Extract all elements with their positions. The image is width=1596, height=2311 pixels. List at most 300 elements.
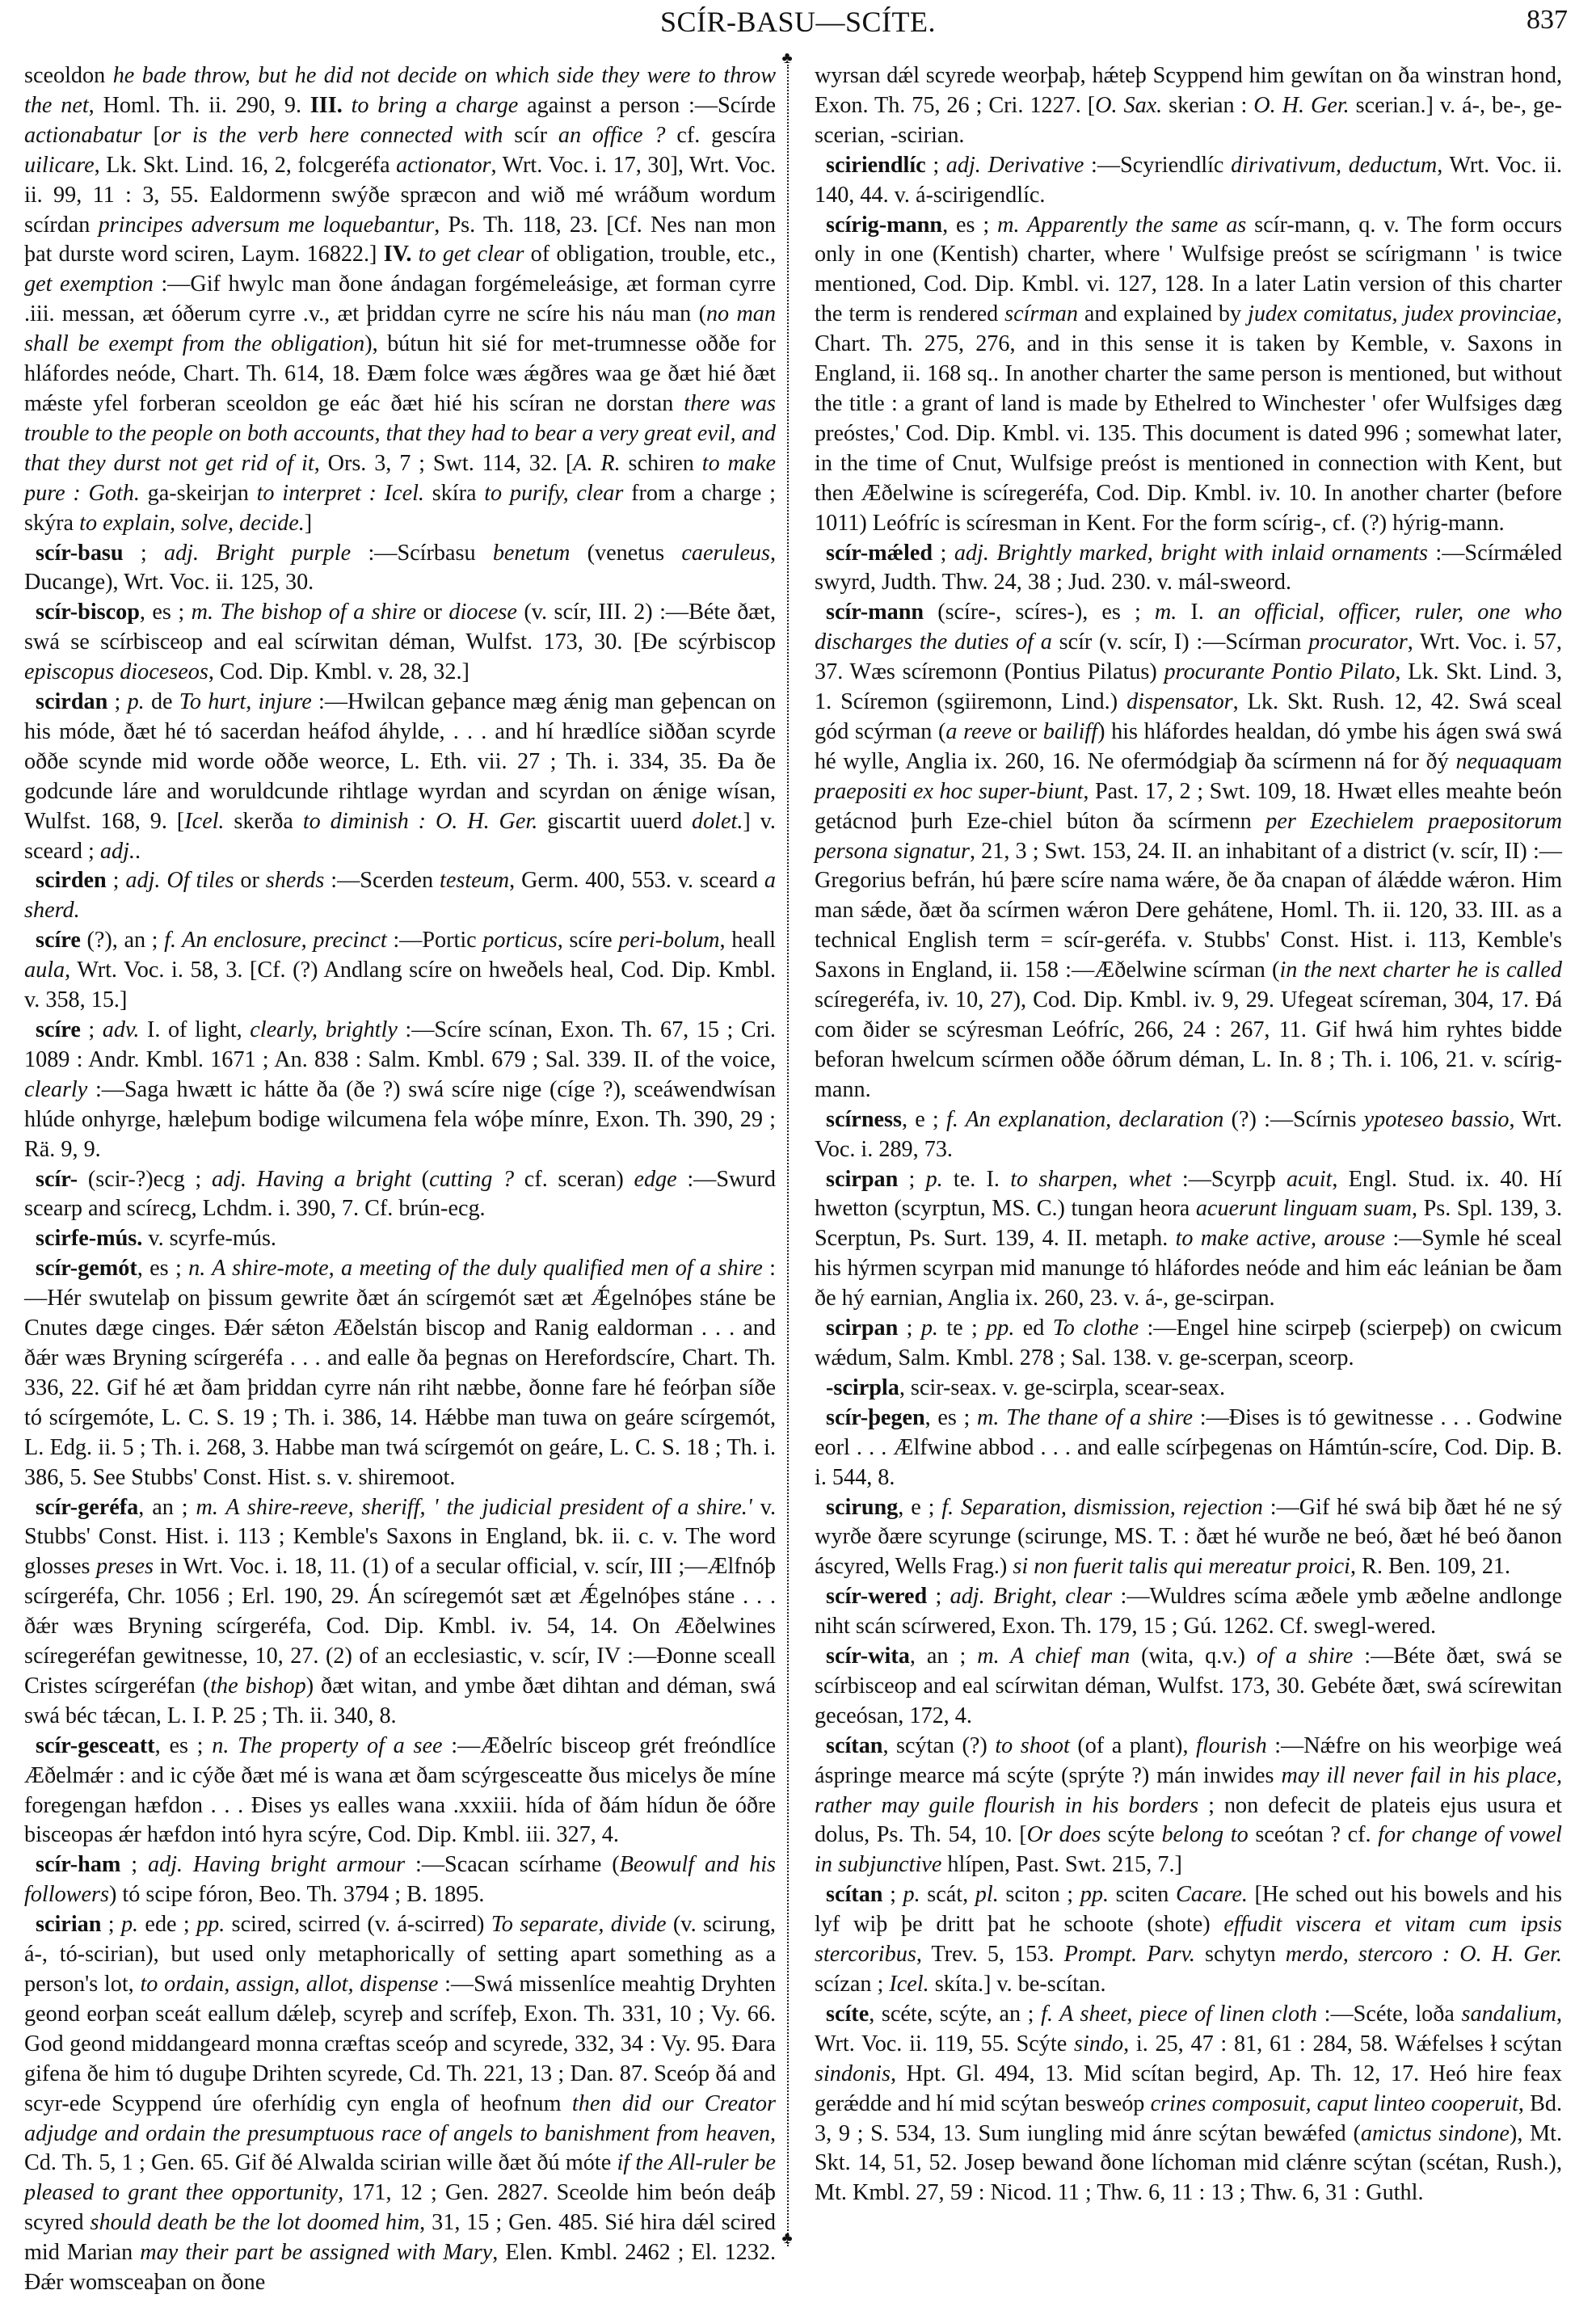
- dictionary-entry: [24, 1016, 776, 1165]
- entry-text: ;: [101, 1912, 121, 1938]
- dictionary-entry: [24, 1732, 776, 1851]
- entry-text: skíra: [423, 480, 485, 506]
- entry-text: :—Gif hé swá biþ ðæt hé ne sý wyrðe ðære scyrunge (scirunge, MS. T. : ðæt hé wurðe ne beó, ðæt hé beó ðanon áscyred, Wells Frag.): [815, 1494, 1563, 1580]
- entry-text: ;: [882, 1882, 903, 1908]
- entry-text: [411, 242, 418, 267]
- entry-text: v. scyrfe-mús.: [142, 1226, 276, 1252]
- entry-text: (: [411, 1166, 430, 1192]
- entry-text: wyrsan dǽl scyrede weorþaþ, hǽteþ Scyppend him gewítan on ða winstran hond, Exon. Th. 75, 26 ; Cri. 1227. [: [815, 63, 1562, 118]
- italic-text: sandalium: [1461, 2001, 1556, 2027]
- italic-text: p.: [120, 1912, 139, 1938]
- entry-text: , Germ. 400, 553. v. sceard: [509, 868, 764, 894]
- italic-text: pl.: [975, 1882, 999, 1908]
- entry-text: sciten: [1108, 1882, 1176, 1908]
- headword: scír-basu: [36, 540, 124, 566]
- left-column: [24, 61, 776, 2298]
- italic-text: preses: [96, 1554, 154, 1580]
- italic-text: for change of vowel in subjunctive: [815, 1822, 1562, 1878]
- italic-text: n. A shire-mote, a meeting of the duly qualified men of a shire: [188, 1256, 763, 1282]
- italic-text: to explain, solve, decide.: [79, 510, 305, 536]
- italic-text: f. A sheet, piece of linen cloth: [1041, 2001, 1317, 2027]
- headword: scír-þegen: [826, 1404, 925, 1430]
- italic-text: then did our Creator adjudge and ordain the presumptuous race of angels to banishment from heaven: [24, 2090, 776, 2146]
- entry-text: , Past. 17, 2 ; Swt. 109, 18. Hwæt elles meahte beón getácnod þurh Eze-chiel búton ða scírmenn: [815, 778, 1563, 834]
- italic-text: n. The property of a see: [212, 1732, 443, 1758]
- italic-text: belong to: [1161, 1822, 1249, 1848]
- entry-text: (wita, q.v.): [1130, 1644, 1257, 1669]
- italic-text: testeum: [440, 868, 510, 894]
- entry-text: , Ps. Th. 118, 23. [Cf. Nes nan mon þat durste word sciren, Laym. 16822.]: [24, 212, 777, 267]
- entry-text: , scéte, scýte, an ;: [869, 2001, 1042, 2027]
- entry-text: sciton ;: [998, 1882, 1080, 1908]
- entry-text: te ;: [937, 1315, 987, 1341]
- entry-text: from a charge ; skýra: [24, 480, 776, 536]
- italic-text: Icel.: [889, 1972, 929, 1997]
- entry-text: scát,: [920, 1882, 975, 1908]
- entry-text: , Hpt. Gl. 494, 13. Mid scítan begird, Ap. Th. 12, 17. Heó hire feax gerǽdde and hí mid scýtan besweóp: [815, 2061, 1562, 2116]
- entry-text: ;: [898, 1166, 926, 1192]
- italic-text: m. The thane of a shire: [977, 1404, 1194, 1430]
- italic-text: m. The bishop of a shire: [191, 600, 417, 625]
- entry-text: ) his hláfordes healdan, dó ymbe his ágen swá swá hé wylle, Anglia ix. 260, 16. Ne ofermódgiaþ ða scírmenn ná for ðý: [815, 718, 1562, 774]
- entry-text: , Wrt. Voc. i. 289, 73.: [815, 1106, 1563, 1162]
- entry-text: scízan ;: [815, 1972, 890, 1997]
- entry-text: :—Scíre scínan, Exon. Th. 67, 15 ; Cri. 1089 : Andr. Kmbl. 1671 ; An. 838 : Salm. Kmbl. 679 ; Sal. 339. II. of the voice,: [24, 1017, 776, 1072]
- italic-text: an official, officer, ruler, one who discharges the duties of a: [815, 600, 1563, 655]
- headword: scirpan: [826, 1166, 899, 1192]
- entry-text: ;: [80, 1017, 103, 1042]
- entry-text: ;: [898, 1315, 921, 1341]
- entry-text: scíregeréfa, iv. 10, 27), Cod. Dip. Kmbl. iv. 9, 29. Ufegeat scíreman, 304, 17. Ðá com ðider se scýresman Leófríc, 266, 24 : 267, 11. Gif hwá him ryhtes bidde beforan hwelcum scírmen oððe óðrum déman, L. In. 8 ; Th. i. 106, 21. v. scírig-mann.: [815, 987, 1562, 1102]
- dictionary-entry: [815, 1105, 1562, 1165]
- entry-text: (scíre-, scíres-), es ;: [924, 600, 1155, 625]
- italic-text: clearly: [24, 1076, 88, 1102]
- entry-text: , e ;: [901, 1106, 946, 1132]
- headword: scirung: [826, 1494, 899, 1520]
- entry-text: or: [1012, 718, 1043, 744]
- headword: scír-ham: [36, 1852, 121, 1878]
- entry-text: :—Gif hwylc man ðone ándagan forgémeleásige, æt forman cyrre .iii. messan, æt óðerum cyrre .v., æt þriddan cyrre ne scíre his náu man (: [24, 272, 776, 327]
- italic-text: adv.: [102, 1017, 140, 1042]
- italic-text: clearly, brightly: [250, 1017, 398, 1042]
- italic-text: merdo, stercoro : O. H. Ger.: [1285, 1942, 1562, 1968]
- column-rule-bottom-ornament-icon: ♣: [781, 2229, 793, 2247]
- entry-text: (?) :—Scírnis: [1223, 1106, 1364, 1132]
- page-header: [0, 3, 1596, 39]
- italic-text: si non fuerit talis qui mereatur proici: [1013, 1554, 1350, 1580]
- entry-text: , Lk. Skt. Rush. 12, 42. Swá sceal gód scýrman (: [815, 689, 1562, 744]
- italic-text: the bishop: [210, 1673, 306, 1699]
- italic-text: dispensator: [1126, 689, 1233, 715]
- entry-text: , scir-seax. v. ge-scirpla, scear-seax.: [899, 1374, 1226, 1400]
- headword: scíre: [36, 1017, 81, 1042]
- italic-text: there was trouble to the people on both accounts, that they had to bear a very great evil, and that they durst not get rid of it: [24, 390, 777, 476]
- italic-text: cutting ?: [429, 1166, 515, 1192]
- italic-text: Beowulf and his followers: [24, 1852, 776, 1908]
- italic-text: effudit viscera et vitam cum ipsis stercoribus: [815, 1912, 1563, 1968]
- entry-text: cf. sceran): [514, 1166, 634, 1192]
- entry-text: , Wrt. Voc. i. 17, 30], Wrt. Voc. ii. 99, 11 : 3, 55. Ealdormenn swýðe spræcon and wið mé wráðum wordum scírdan: [24, 152, 776, 238]
- italic-text: m. Apparently the same as: [997, 212, 1247, 238]
- italic-text: ypoteseo bassio: [1363, 1106, 1510, 1132]
- entry-text: :—Scyriendlíc: [1084, 152, 1232, 178]
- entry-continuation: [24, 61, 776, 539]
- italic-text: episcopus dioceseos: [24, 659, 208, 685]
- italic-text: p.: [925, 1166, 943, 1192]
- italic-text: f. An explanation, declaration: [945, 1106, 1224, 1132]
- entry-text: , Engl. Stud. ix. 40. Hí hwetton (scyrptun, MS. C.) tungan heora: [815, 1166, 1562, 1222]
- headword: scirpan: [826, 1315, 899, 1341]
- entry-text: scerian.] v. á-, be-, ge-scerian, -scirian.: [815, 92, 1562, 148]
- italic-text: get exemption: [24, 272, 154, 297]
- entry-text: :—Béte ðæt, swá se scírbisceop and eal scírwitan déman, Wulfst. 173, 30. Gebéte ðæt, swá scírewitan geceósan, 172, 4.: [815, 1644, 1562, 1728]
- dictionary-entry: [24, 688, 776, 866]
- italic-text: Cacare.: [1175, 1882, 1248, 1908]
- entry-text: , Trev. 5, 153.: [916, 1942, 1064, 1968]
- dictionary-entry: [24, 866, 776, 926]
- entry-text: , Elen. Kmbl. 2462 ; El. 1232. Ðǽr womsceaþan on ðone: [24, 2240, 777, 2296]
- entry-text: ga-skeirjan: [139, 480, 257, 506]
- entry-text: ;: [123, 540, 164, 566]
- entry-text: , Bd. 3, 9 ; S. 534, 13. Sum iungling mid ánre scýtan bewǽfed (: [815, 2090, 1563, 2146]
- entry-text: , Lk. Skt. Lind. 16, 2, folcgeréfa: [94, 152, 397, 178]
- italic-text: adj. Having bright armour: [148, 1852, 406, 1878]
- entry-text: :—Swurd scearp and scírecg, Lchdm. i. 390, 7. Cf. brún-ecg.: [24, 1166, 776, 1222]
- italic-text: nequaquam praepositi ex hoc super-biunt: [815, 748, 1562, 804]
- italic-text: a reeve: [945, 718, 1013, 744]
- italic-text: to purify, clear: [484, 480, 624, 506]
- entry-text: skerða: [224, 808, 303, 834]
- italic-text: may ill never fail in his place, rather may guile flourish in his borders: [815, 1762, 1563, 1818]
- entry-text: :—Scerden: [324, 868, 440, 894]
- entry-text: cf. gescíra: [665, 122, 776, 148]
- entry-text: , Cod. Dip. Kmbl. v. 28, 32.]: [208, 659, 470, 685]
- entry-text: , scýtan (?): [882, 1732, 996, 1758]
- dictionary-entry: [815, 1493, 1562, 1583]
- dictionary-entry: [815, 1165, 1562, 1315]
- italic-text: adj. Derivative: [945, 152, 1084, 178]
- dictionary-entry: [815, 1732, 1562, 1881]
- italic-text: procurator: [1308, 629, 1408, 655]
- entry-text: , scíre: [557, 928, 619, 953]
- headword: scír-mann: [826, 600, 924, 625]
- entry-text: against a person :—Scírde: [518, 92, 777, 118]
- entry-text: (?), an ;: [80, 928, 165, 953]
- entry-text: ] v. sceard ;: [24, 808, 776, 864]
- italic-text: adj. Brightly marked, bright with inlaid ornaments: [954, 540, 1428, 566]
- italic-text: scírman: [1004, 301, 1078, 327]
- italic-text: no man shall be exempt from the obligation: [24, 301, 776, 357]
- headword: scítan: [826, 1732, 883, 1758]
- entry-text: :—Æðelríc bisceop grét freóndlíce Æðelmǽr : and ic cýðe ðæt mé is wana æt ðam scýrgesceatte ðus micelys ðe míne foregengan hæfdon . . . Ðises ys ealles wana .xxxiii. hída of ðám hídun ðe óðre bisceopas ǽr hæfdon intó hyra scýre, Cod. Dip. Kmbl. iii. 327, 4.: [24, 1732, 776, 1848]
- entry-text: [: [141, 122, 161, 148]
- dictionary-entry: [24, 1224, 776, 1254]
- entry-text: :—Saga hwætt ic hátte ða (ðe ?) swá scíre nige (cíge ?), sceáwendwísan hlúde onhyrge, hæleþum bodige wilcumena fela wóþe mínre, Exon. Th. 390, 29 ; Rä. 9, 9.: [24, 1076, 776, 1162]
- entry-text: :—Scírmǽled swyrd, Judth. Thw. 24, 38 ; Jud. 230. v. mál-sweord.: [815, 540, 1562, 596]
- entry-text: de: [144, 689, 179, 715]
- headword: -scirpla: [826, 1374, 899, 1400]
- entry-text: I.: [1177, 600, 1218, 625]
- dictionary-entry: [815, 1582, 1562, 1642]
- italic-text: principes adversum me loquebantur: [98, 212, 435, 238]
- entry-text: :—Scyrpþ: [1171, 1166, 1287, 1192]
- italic-text: flourish: [1196, 1732, 1267, 1758]
- italic-text: acuerunt linguam suam: [1195, 1196, 1413, 1222]
- dictionary-entry: [24, 1910, 776, 2298]
- headword: scirian: [36, 1912, 102, 1938]
- entry-text: ed: [1014, 1315, 1053, 1341]
- entry-text: or: [416, 600, 449, 625]
- italic-text: f. An enclosure, precinct: [164, 928, 387, 953]
- italic-text: should death be the lot doomed him: [90, 2210, 420, 2236]
- entry-text: ede ;: [138, 1912, 197, 1938]
- headword: scítan: [826, 1882, 883, 1908]
- italic-text: pp.: [986, 1315, 1015, 1341]
- headword: scírig-mann: [826, 212, 943, 238]
- entry-text: skíta.] v. be-scítan.: [929, 1972, 1106, 1997]
- italic-text: sherds: [265, 868, 325, 894]
- dictionary-entry: [24, 926, 776, 1016]
- entry-text: .: [135, 838, 141, 864]
- dictionary-entry: [815, 1404, 1562, 1493]
- italic-text: p.: [127, 689, 145, 715]
- entry-text: v. Stubbs' Const. Hist. i. 113 ; Kemble's Saxons in England, bk. ii. c. v. The word glosses: [24, 1494, 777, 1580]
- entry-text: , R. Ben. 109, 21.: [1350, 1554, 1511, 1580]
- dictionary-entry: [815, 1374, 1562, 1404]
- italic-text: judex comitatus, judex provinciae: [1248, 301, 1556, 327]
- entry-text: (v. scirung, á-, tó-scirian), but used only metaphorically of setting apart something as a person's lot,: [24, 1912, 776, 1997]
- headword: scír-geréfa: [36, 1494, 139, 1520]
- entry-text: :—Engel hine scirpeþ (scierpeþ) on cwicum wǽdum, Salm. Kmbl. 278 ; Sal. 138. v. ge-scerpan, sceorp.: [815, 1315, 1562, 1370]
- entry-text: , 31, 15 ; Gen. 485. Sié hira dǽl scired mid Marian: [24, 2210, 776, 2266]
- italic-text: to make active, arouse: [1175, 1226, 1386, 1252]
- entry-text: :—Nǽfre on his weorþige weá áspringe mearce má scýte (sprýte ?) mán inwides: [815, 1732, 1562, 1788]
- headword: scír-: [36, 1166, 78, 1192]
- entry-text: ) ðæt witan, and ymbe ðæt dihtan and déman, swá swá béc tǽcan, L. I. P. 25 ; Th. ii. 340, 8.: [24, 1673, 776, 1728]
- italic-text: dolet.: [691, 808, 743, 834]
- entry-text: , es ;: [924, 1404, 978, 1430]
- entry-text: in Wrt. Voc. i. 18, 11. (1) of a secular official, v. scír, III ;—Ælfnóþ scírgeréfa, Chr. 1056 ; Erl. 190, 29. Án scíregemót sæt æt Ǽgelnóþes stáne . . . ðǽr wæs Bryning scírgeréfa, Cod. Dip. Kmbl. iv. 54, 14. On Æðelwines scíregeréfan gewitnesse, 10, 27. (2) of an ecclesiastic, v. scír, IV :—Ðonne sceall Cristes scírgeréfan (: [24, 1554, 776, 1699]
- italic-text: p.: [903, 1882, 920, 1908]
- entry-text: , Wrt. Voc. i. 58, 3. [Cf. (?) Andlang scíre on hweðels heal, Cod. Dip. Kmbl. v. 358, 15.]: [24, 958, 776, 1013]
- headword: scíre: [36, 928, 81, 953]
- italic-text: or is the verb here connected with: [160, 122, 503, 148]
- italic-text: To hurt, injure: [179, 689, 312, 715]
- italic-text: p.: [920, 1315, 938, 1341]
- italic-text: adj. Bright purple: [163, 540, 352, 566]
- italic-text: m. A shire-reeve, sheriff, ' the judicial president of a shire.': [196, 1494, 752, 1520]
- italic-text: Prompt. Parv.: [1063, 1942, 1195, 1968]
- entry-text: , Wrt. Voc. ii. 140, 44. v. á-scirigendlíc.: [815, 152, 1563, 208]
- italic-text: adj. Having a bright: [211, 1166, 411, 1192]
- entry-text: , Ors. 3, 7 ; Swt. 114, 32. [: [314, 450, 574, 476]
- entry-text: sceoldon: [24, 63, 113, 88]
- italic-text: edge: [634, 1166, 677, 1192]
- headword: scirfe-mús.: [36, 1226, 143, 1252]
- italic-text: porticus: [482, 928, 558, 953]
- entry-text: of obligation, trouble, etc.,: [524, 242, 777, 267]
- dictionary-entry: [815, 211, 1562, 539]
- entry-text: ;: [933, 540, 954, 566]
- dictionary-entry: [815, 2000, 1562, 2208]
- dictionary-entry: [24, 1850, 776, 1910]
- italic-text: adj.: [99, 838, 135, 864]
- italic-text: benetum: [492, 540, 571, 566]
- entry-text: :—Symle hé sceal his hýrmen scyrpan mid manunge tó hláfordes neóde and him eác leánian be ðam ðe hý earnian, Anglia ix. 260, 23. v. á-, ge-scirpan.: [815, 1226, 1563, 1311]
- italic-text: O. H. Ger.: [1253, 92, 1350, 118]
- italic-text: adj. Bright, clear: [950, 1584, 1113, 1610]
- italic-text: f. Separation, dismission, rejection: [941, 1494, 1263, 1520]
- entry-text: :—Scacan scírhame (: [405, 1852, 620, 1878]
- headword: scírness: [826, 1106, 902, 1132]
- entry-text: , Chart. Th. 275, 276, and in this sense it is taken by Kemble, v. Saxons in England, ii. 168 sq.. In another charter the same person is mentioned, but without the title : a grant of land is made by Ethelred to Winchester ' ofer Wulfsiges dæg preóstes,' Cod. Dip. Kmbl. vi. 135. This document is dated 996 ; somewhat later, in the time of Cnut, Wulfsige preóst is mentioned in connection with Kent, but then Æðelwine is scíregeréfa, Cod. Dip. Kmbl. iv. 10. In another charter (before 1011) Leófríc is scíresman in Kent. For the form scírig-, cf. (?) hýrig-mann.: [815, 301, 1562, 536]
- italic-text: uilicare: [24, 152, 95, 178]
- entry-text: ;: [925, 152, 946, 178]
- italic-text: to sharpen, whet: [1010, 1166, 1172, 1192]
- dictionary-entry: [815, 1314, 1562, 1374]
- italic-text: aula: [24, 958, 65, 983]
- bold-text: III.: [310, 92, 343, 118]
- italic-text: procurante Pontio Pilato: [1164, 659, 1396, 685]
- dictionary-entry: [815, 598, 1562, 1105]
- entry-text: :—Swá missenlíce meahtig Dryhten geond eorþan sceát eallum dǽleþ, scyreþ and scrífeþ, Exon. Th. 331, 10 ; Vy. 66. God geond middangeard monna cræftas sceóp and scyrede, 332, 34 : Vy. 95. Ðara gifena ðe him tó duguþe Drihten scyrede, Cd. Th. 221, 13 ; Dan. 87. Sceóp ðá and scyr-ede Scyppend úre oferhídig cyn engla of heofnum: [24, 1972, 776, 2116]
- headword: scír-gemót: [36, 1256, 137, 1282]
- running-head: SCÍR-BASU—SCÍTE.: [659, 6, 937, 38]
- entry-text: ; non defecit de plateis ejus usura et dolus, Ps. Th. 54, 10. [: [815, 1792, 1563, 1848]
- entry-text: , Lk. Skt. Lind. 3, 1. Scíremon (sgiiremonn, Lind.): [815, 659, 1562, 715]
- entry-text: , Cd. Th. 5, 1 ; Gen. 65. Gif ðé Alwalda scirian wille ðæt ðú móte: [24, 2120, 776, 2176]
- italic-text: actionator: [396, 152, 491, 178]
- entry-text: , Homl. Th. ii. 290, 9.: [88, 92, 310, 118]
- entry-text: skerian :: [1162, 92, 1254, 118]
- dictionary-entry: [24, 539, 776, 599]
- italic-text: to bring a charge: [351, 92, 519, 118]
- entry-text: schiren: [620, 450, 702, 476]
- italic-text: m.: [1154, 600, 1177, 625]
- italic-text: actionabatur: [24, 122, 142, 148]
- entry-text: ), bútun hit sié for met-trumnesse oððe for hláfordes neóde, Chart. Th. 614, 18. Ðæm folce wæs ǽgðres waa ge ðæt hié ðæt mǽste yfel forberan sceoldon ge eác ðæt hié his scíran ne dorstan: [24, 331, 776, 416]
- italic-text: to make pure : Goth.: [24, 450, 776, 506]
- headword: scír-gesceatt: [36, 1732, 155, 1758]
- dictionary-entry: [815, 1642, 1562, 1732]
- italic-text: caeruleus: [681, 540, 770, 566]
- entry-text: , e ;: [898, 1494, 942, 1520]
- entry-text: , i. 25, 47 : 81, 61 : 284, 58. Wǽfelses ł scýtan: [1123, 2031, 1562, 2056]
- italic-text: may their part be assigned with Mary: [140, 2240, 493, 2266]
- italic-text: to diminish : O. H. Ger.: [302, 808, 538, 834]
- italic-text: to get clear: [418, 242, 524, 267]
- italic-text: an office ?: [558, 122, 666, 148]
- entry-text: giscartit uuerd: [537, 808, 692, 834]
- entry-text: , 171, 12 ; Gen. 2827. Sceolde him beón deáþ scyred: [24, 2180, 776, 2236]
- dictionary-entry: [815, 1880, 1562, 2000]
- italic-text: pp.: [1080, 1882, 1109, 1908]
- italic-text: To separate, divide: [491, 1912, 667, 1938]
- headword: sciriendlíc: [826, 152, 926, 178]
- dictionary-entry: [24, 1254, 776, 1492]
- italic-text: acuit: [1286, 1166, 1333, 1192]
- entry-text: ]: [304, 510, 313, 536]
- italic-text: crines composuit, caput linteo cooperuit: [1150, 2090, 1518, 2116]
- italic-text: O. Sax.: [1095, 92, 1163, 118]
- italic-text: per Ezechielem praepositorum persona signatur: [815, 808, 1562, 864]
- headword: scíte: [826, 2001, 870, 2027]
- italic-text: sindonis: [815, 2061, 891, 2086]
- italic-text: peri-bolum: [618, 928, 720, 953]
- italic-text: sindo: [1073, 2031, 1124, 2056]
- bold-text: IV.: [383, 242, 412, 267]
- italic-text: To clothe: [1052, 1315, 1139, 1341]
- page-number: 837: [1527, 5, 1568, 35]
- entry-text: and explained by: [1077, 301, 1248, 327]
- entry-text: or: [234, 868, 266, 894]
- italic-text: to shoot: [995, 1732, 1070, 1758]
- entry-text: scýte: [1101, 1822, 1162, 1848]
- dictionary-entry: [24, 598, 776, 688]
- entry-text: ;: [106, 868, 126, 894]
- entry-text: , Wrt. Voc. i. 57, 37. Wæs scíremonn (Pontius Pilatus): [815, 629, 1562, 685]
- italic-text: if the All-ruler be pleased to grant thee opportunity: [24, 2150, 777, 2206]
- entry-continuation: [815, 61, 1562, 151]
- headword: scirden: [36, 868, 107, 894]
- italic-text: adj. Of tiles: [125, 868, 234, 894]
- headword: scír-wita: [826, 1644, 910, 1669]
- entry-text: , es ;: [139, 600, 192, 625]
- entry-text: , Ducange), Wrt. Voc. ii. 125, 30.: [24, 540, 776, 596]
- entry-text: , es ;: [942, 212, 998, 238]
- entry-text: scír: [503, 122, 558, 148]
- headword: scír-mǽled: [826, 540, 933, 566]
- entry-text: , 21, 3 ; Swt. 153, 24. II. an inhabitant of a district (v. scír, II) :—Gregorius befrán, hú þære scíre nama wǽre, ðe ða cnapan of álǽdde wǽron. Him man sǽde, ðæt ða scírmen wǽron Dere gehátene, Homl. Th. ii. 120, 33. III. as a technical English term = scír-geréfa. v. Stubbs' Const. Hist. i. 113, Kemble's Saxons in England, ii. 158 :—Æðelwine scírman (: [815, 838, 1562, 983]
- entry-text: ), Mt. Skt. 14, 51, 52. Josep bewand ðone líchoman mid clǽnre scýtan (scétan, Rush.), Mt. Kmbl. 27, 59 : Nicod. 11 ; Thw. 6, 11 : 13 ; Thw. 6, 31 : Guthl.: [815, 2120, 1563, 2206]
- italic-text: Icel.: [184, 808, 225, 834]
- entry-text: :—Ðises is tó gewitnesse . . . Godwine eorl . . . Ælfwine abbod . . . and ealle scírþegenas on Hámtún-scíre, Cod. Dip. B. i. 544, 8.: [815, 1404, 1562, 1490]
- entry-text: , Ps. Spl. 139, 3. Scerptun, Ps. Surt. 139, 4. II. metaph.: [815, 1196, 1562, 1252]
- headword: scír-biscop: [36, 600, 140, 625]
- italic-text: to interpret : Icel.: [256, 480, 424, 506]
- dictionary-entry: [815, 151, 1562, 211]
- italic-text: to ordain, assign, allot, dispense: [140, 1972, 439, 1997]
- entry-text: (scir-?)ecg ;: [78, 1166, 212, 1192]
- italic-text: m. A chief man: [977, 1644, 1131, 1669]
- entry-text: [343, 93, 352, 118]
- italic-text: in the next charter he is called: [1279, 958, 1562, 983]
- entry-text: (of a plant),: [1069, 1732, 1196, 1758]
- column-rule-top-ornament-icon: ♣: [781, 49, 793, 67]
- entry-text: [He sched out his bowels and his lyf wiþ þe dritt þat he schoote (shote): [815, 1882, 1562, 1938]
- entry-text: :—Hér swutelaþ on þissum gewrite ðæt án scírgemót sæt æt Ǽgelnóþes stáne be Cnutes dæge cinges. Ðǽr sǽton Æðelstán biscop and Ranig ealdorman . . . and ðǽr wæs Bryning scírgeréfa . . . and ealle ða þegnas on Herefordscíre, Chart. Th. 336, 22. Gif hé æt ðam þriddan cyrre nán riht næbbe, ðonne fare hé feórþan síðe tó scírgemóte, L. C. S. 19 ; Th. i. 386, 14. Hǽbbe man tuwa on geáre scírgemót, L. Edg. ii. 5 ; Th. i. 268, 3. Habbe man twá scírgemót on geáre, L. C. S. 18 ; Th. i. 386, 5. See Stubbs' Const. Hist. s. v. shiremoot.: [24, 1256, 776, 1490]
- dictionary-entry: [815, 539, 1562, 599]
- italic-text: diocese: [448, 600, 517, 625]
- entry-text: , an ;: [138, 1494, 196, 1520]
- entry-text: schytyn: [1194, 1942, 1286, 1968]
- italic-text: of a shire: [1256, 1644, 1354, 1669]
- entry-text: te. I.: [942, 1166, 1011, 1192]
- entry-text: , heall: [719, 928, 776, 953]
- entry-text: scír-mann, q. v. The form occurs only in one (Kentish) charter, where ' Wulfsige preóst se scírigmann ' is twice mentioned, Cod. Dip. Kmbl. vi. 127, 128. In a later Latin version of this charter the term is rendered: [815, 212, 1563, 327]
- entry-text: ) tó scipe fóron, Beo. Th. 3794 ; B. 1895.: [108, 1882, 485, 1908]
- italic-text: bailiff: [1042, 718, 1098, 744]
- entry-text: ;: [107, 689, 128, 715]
- entry-text: , es ;: [137, 1256, 189, 1282]
- italic-text: Or does: [1026, 1822, 1101, 1848]
- entry-text: (v. scír, III. 2) :—Béte ðæt, swá se scírbisceop and eal scírwitan déman, Wulfst. 173, 30. [Ðe scýrbiscop: [24, 600, 776, 655]
- entry-text: ;: [120, 1852, 148, 1878]
- entry-text: , es ;: [154, 1732, 213, 1758]
- entry-text: , an ;: [909, 1644, 978, 1669]
- entry-text: sceótan ? cf.: [1248, 1822, 1379, 1848]
- headword: scír-wered: [826, 1584, 928, 1610]
